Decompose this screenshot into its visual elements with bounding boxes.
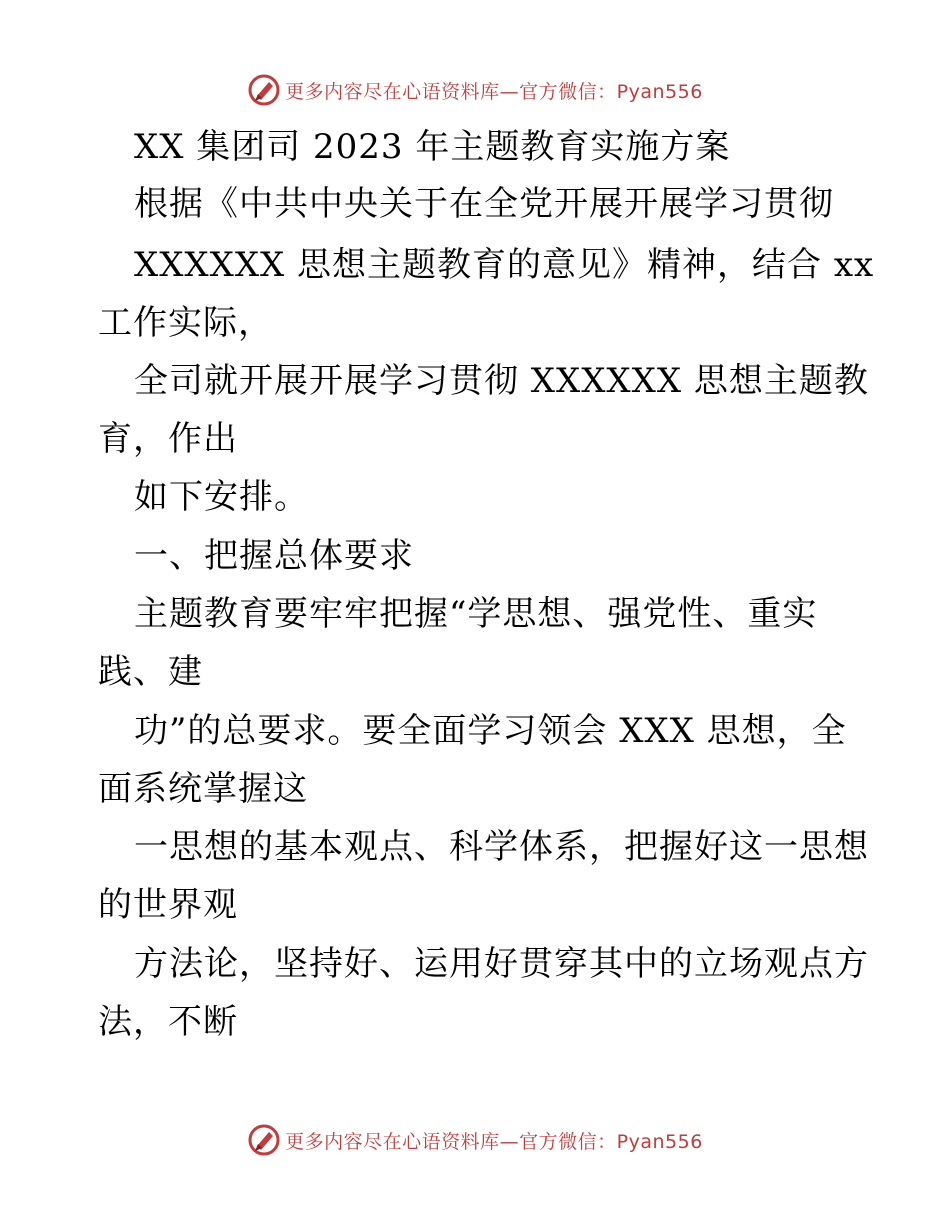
- document-title: XX 集团司 2023 年主题教育实施方案: [134, 127, 731, 167]
- text-line: 全司就开展开展学习贯彻 XXXXXX 思想主题教: [134, 361, 869, 401]
- watermark-text: 更多内容尽在心语资料库—官方微信：Pyan556: [285, 1130, 703, 1153]
- pen-logo-icon: [247, 73, 281, 107]
- text-line: 一思想的基本观点、科学体系，把握好这一思想: [134, 827, 869, 867]
- text-line: 方法论，坚持好、运用好贯穿其中的立场观点方: [134, 944, 869, 984]
- watermark-text: 更多内容尽在心语资料库—官方微信：Pyan556: [285, 80, 703, 103]
- text-line: 主题教育要牢牢把握“学思想、强党性、重实: [134, 594, 818, 634]
- text-line: 育，作出: [98, 419, 238, 459]
- text-line: 面系统掌握这: [98, 769, 308, 809]
- pen-logo-icon: [247, 1123, 281, 1157]
- text-line: 功”的总要求。要全面学习领会 XXX 思想，全: [134, 711, 847, 751]
- text-line: 工作实际，: [98, 303, 273, 343]
- text-line: 的世界观: [98, 885, 238, 925]
- text-line: XXXXXX 思想主题教育的意见》精神，结合 xx: [134, 245, 875, 285]
- text-line: 如下安排。: [134, 477, 309, 517]
- section-heading: 一、把握总体要求: [134, 536, 414, 576]
- header-watermark: [0, 70, 950, 110]
- text-line: 践、建: [98, 652, 203, 692]
- footer-watermark: [0, 1120, 950, 1160]
- text-line: 根据《中共中央关于在全党开展开展学习贯彻: [134, 184, 834, 224]
- text-line: 法，不断: [98, 1002, 238, 1042]
